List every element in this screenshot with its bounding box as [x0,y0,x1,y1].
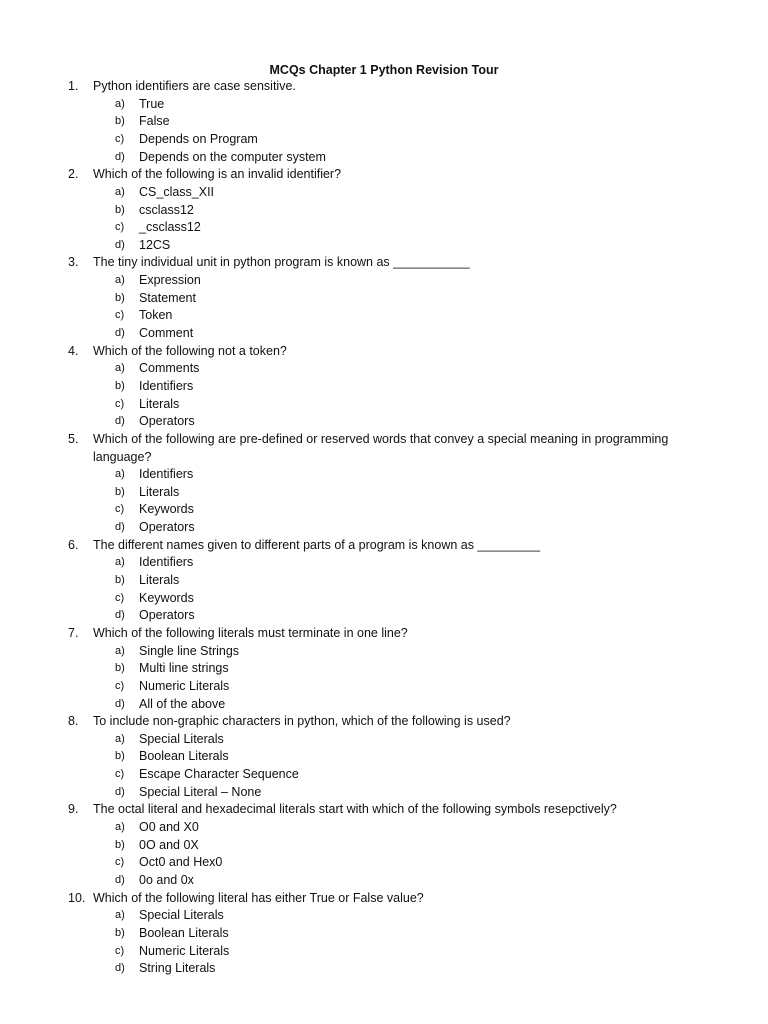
option-list [0,360,768,431]
answer-option [0,237,768,255]
answer-option [0,872,768,890]
answer-option [0,554,768,572]
question-text: Which of the following is an invalid identifier? [93,167,342,182]
answer-option [0,272,768,290]
option-letter: b) [115,662,125,675]
question-item [0,713,768,801]
question-text: The different names given to different parts of a program is known as _________ [93,537,541,552]
option-text: 12CS [139,237,171,252]
option-letter: b) [115,485,125,498]
option-text: Single line Strings [139,643,240,658]
option-text: Numeric Literals [139,943,230,958]
option-text: Multi line strings [139,661,229,676]
option-text: Identifiers [139,378,194,393]
option-letter: d) [115,697,125,710]
answer-option [0,960,768,978]
answer-option [0,325,768,343]
question-item [0,801,768,889]
option-list [0,466,768,537]
option-letter: c) [115,132,125,145]
answer-option [0,307,768,325]
question-text: Which of the following literal has either True or False value? [93,890,424,905]
option-list [0,96,768,167]
option-text: Identifiers [139,467,194,482]
question-item [0,343,768,431]
option-text: Boolean Literals [139,925,229,940]
option-text: Oct0 and Hex0 [139,855,223,870]
option-text: Operators [139,608,195,623]
answer-option [0,484,768,502]
option-text: 0O and 0X [139,837,199,852]
option-letter: a) [115,274,125,287]
answer-option [0,696,768,714]
option-letter: d) [115,521,125,534]
option-letter: c) [115,503,125,516]
answer-option [0,660,768,678]
question-number: 2. [68,167,79,182]
answer-option [0,854,768,872]
question-number: 8. [68,714,79,729]
question-number: 5. [68,431,79,446]
option-text: Numeric Literals [139,678,230,693]
option-text: CS_class_XII [139,184,215,199]
question-text: Which of the following are pre-defined or reserved words that convey a special meaning in programming language? [93,431,669,464]
question-item [0,166,768,254]
answer-option [0,378,768,396]
option-text: Statement [139,290,196,305]
answer-option [0,360,768,378]
question-item [0,625,768,713]
option-letter: b) [115,379,125,392]
question-item [0,78,768,166]
answer-option [0,202,768,220]
option-text: Escape Character Sequence [139,767,299,782]
option-list [0,272,768,343]
answer-option [0,731,768,749]
option-letter: c) [115,397,125,410]
option-letter: b) [115,838,125,851]
answer-option [0,501,768,519]
answer-option [0,396,768,414]
question-number: 1. [68,79,79,93]
question-number: 3. [68,255,79,270]
option-letter: b) [115,926,125,939]
option-letter: a) [115,732,125,745]
option-letter: d) [115,609,125,622]
option-text: Depends on Program [139,131,258,146]
option-list [0,731,768,802]
option-list [0,907,768,978]
option-letter: b) [115,203,125,216]
option-letter: a) [115,556,125,569]
option-text: Comment [139,326,194,341]
answer-option [0,413,768,431]
option-letter: b) [115,115,125,128]
option-list [0,643,768,714]
option-list [0,184,768,255]
answer-option [0,766,768,784]
option-letter: d) [115,873,125,886]
answer-option [0,96,768,114]
option-text: Depends on the computer system [139,149,326,164]
question-text: Which of the following not a token? [93,343,287,358]
answer-option [0,943,768,961]
question-item [0,890,768,978]
option-letter: a) [115,362,125,375]
option-text: Expression [139,273,201,288]
answer-option [0,113,768,131]
option-letter: b) [115,750,125,763]
option-letter: c) [115,944,125,957]
option-text: Literals [139,573,180,588]
option-text: Special Literals [139,731,224,746]
question-text: The tiny individual unit in python program is known as ___________ [93,255,470,270]
option-letter: c) [115,221,125,234]
question-number: 6. [68,537,79,552]
option-text: Literals [139,484,180,499]
question-item [0,254,768,342]
answer-option [0,784,768,802]
answer-option [0,607,768,625]
option-text: Literals [139,396,180,411]
option-letter: d) [115,415,125,428]
option-text: Boolean Literals [139,749,229,764]
option-text: Identifiers [139,555,194,570]
answer-option [0,466,768,484]
option-letter: a) [115,644,125,657]
question-number: 7. [68,625,79,640]
option-letter: d) [115,962,125,975]
option-letter: c) [115,679,125,692]
option-letter: c) [115,768,125,781]
option-text: All of the above [139,696,226,711]
page-title: MCQs Chapter 1 Python Revision Tour [269,63,499,77]
answer-option [0,925,768,943]
question-text: Which of the following literals must terminate in one line? [93,625,408,640]
answer-option [0,643,768,661]
option-text: Operators [139,414,195,429]
answer-option [0,149,768,167]
answer-option [0,572,768,590]
option-text: Special Literal – None [139,784,262,799]
option-text: Keywords [139,590,194,605]
option-letter: a) [115,185,125,198]
option-text: True [139,96,165,111]
question-text: To include non-graphic characters in python, which of the following is used? [93,714,511,729]
answer-option [0,678,768,696]
question-number: 9. [68,802,79,817]
option-letter: d) [115,785,125,798]
option-letter: a) [115,909,125,922]
option-letter: c) [115,856,125,869]
option-text: Special Literals [139,908,224,923]
answer-option [0,519,768,537]
option-letter: a) [115,468,125,481]
answer-option [0,819,768,837]
option-list [0,554,768,625]
option-letter: a) [115,97,125,110]
question-number: 4. [68,343,79,358]
question-text: The octal literal and hexadecimal literals start with which of the following symbols resepctively? [93,802,617,817]
option-letter: c) [115,591,125,604]
option-text: Keywords [139,502,194,517]
answer-option [0,837,768,855]
option-text: 0o and 0x [139,872,194,887]
option-letter: d) [115,238,125,251]
option-text: O0 and X0 [139,820,199,835]
option-text: Comments [139,361,200,376]
option-list [0,819,768,890]
question-item [0,537,768,625]
answer-option [0,131,768,149]
question-list [0,78,768,978]
option-text: csclass12 [139,202,194,217]
answer-option [0,184,768,202]
option-letter: b) [115,291,125,304]
option-text: Operators [139,520,195,535]
option-letter: d) [115,150,125,163]
option-text: False [139,114,170,129]
answer-option [0,290,768,308]
question-number: 10. [68,890,86,905]
answer-option [0,907,768,925]
option-text: Token [139,308,173,323]
option-letter: c) [115,309,125,322]
option-letter: d) [115,327,125,340]
answer-option [0,219,768,237]
answer-option [0,590,768,608]
option-letter: a) [115,821,125,834]
question-item [0,431,768,537]
option-text: String Literals [139,961,216,976]
option-letter: b) [115,574,125,587]
option-text: _csclass12 [139,220,201,235]
question-text: Python identifiers are case sensitive. [93,79,296,93]
answer-option [0,748,768,766]
